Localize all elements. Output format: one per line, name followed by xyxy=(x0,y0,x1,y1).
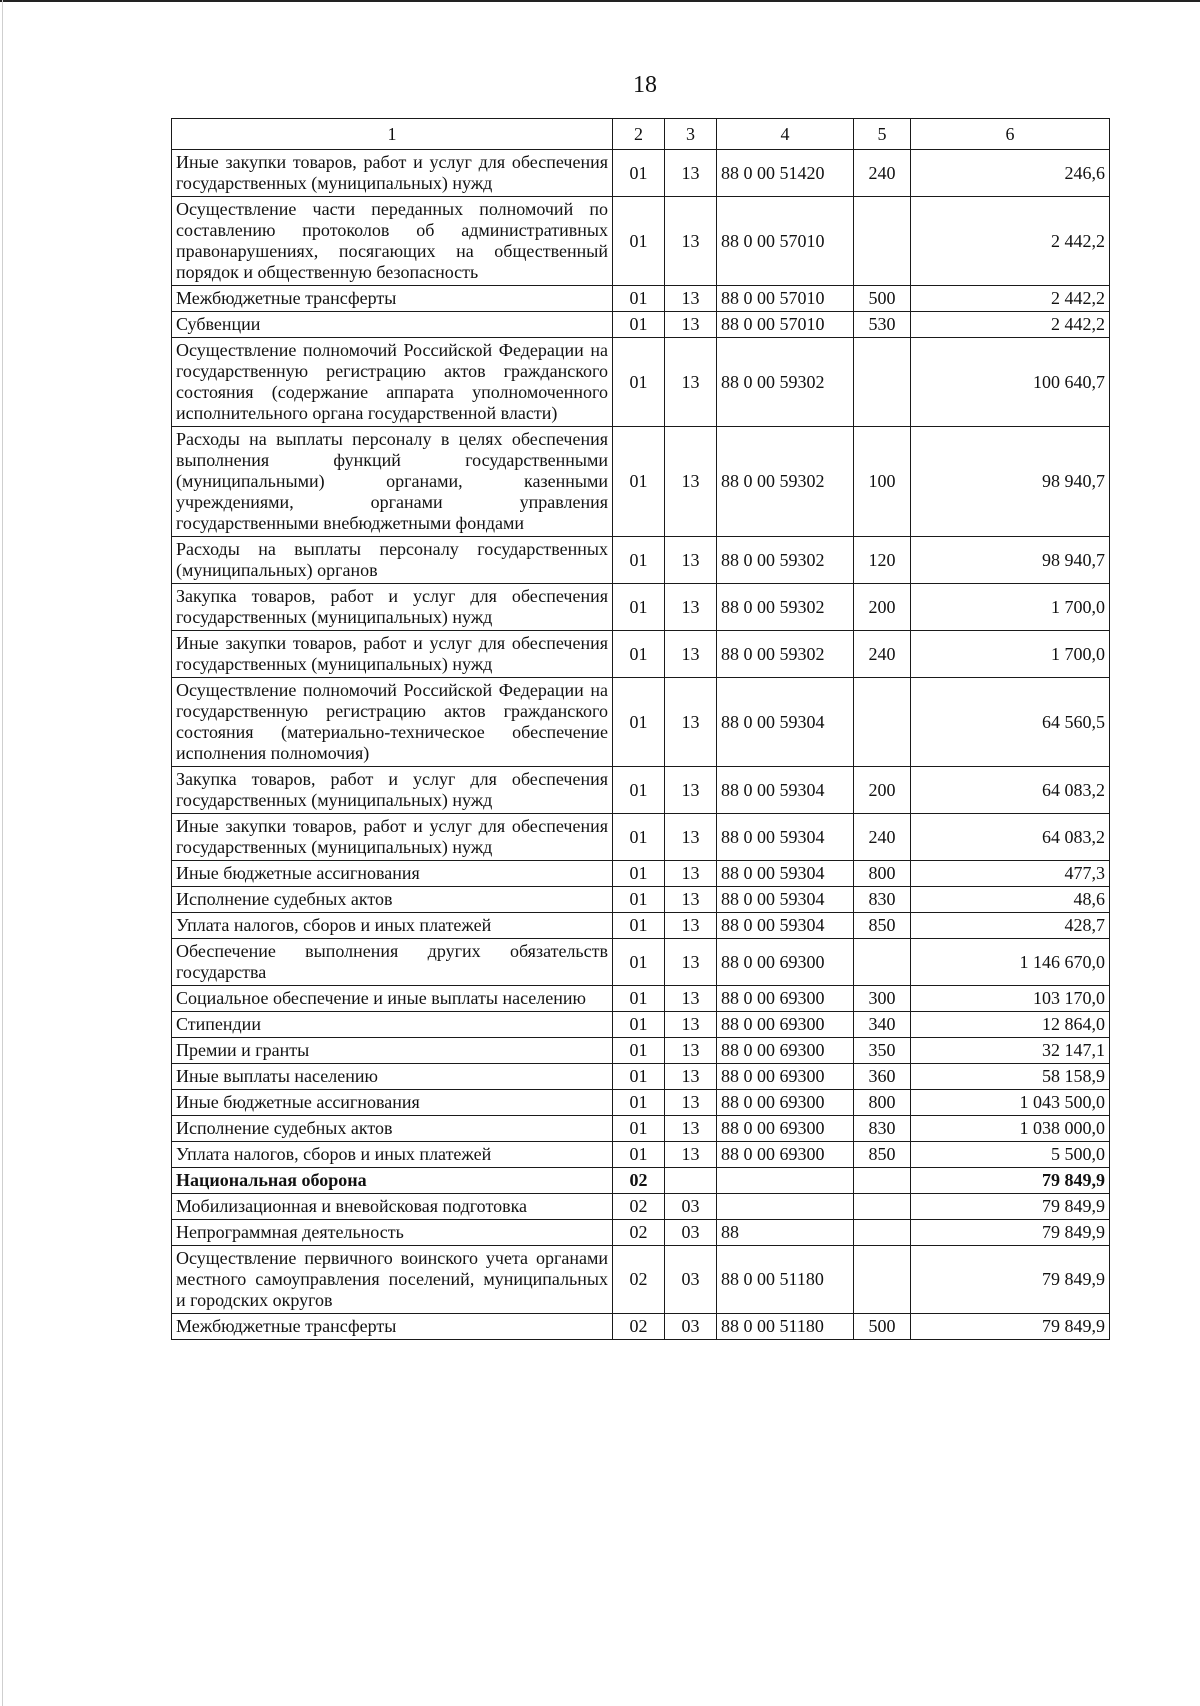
subsection-code-cell: 13 xyxy=(665,767,717,814)
budget-table xyxy=(171,118,1110,1340)
amount-cell: 2 442,2 xyxy=(911,197,1110,286)
amount-cell: 1 146 670,0 xyxy=(911,939,1110,986)
section-code-cell: 01 xyxy=(613,286,665,312)
expense-type-cell xyxy=(854,1246,911,1314)
target-article-cell: 88 0 00 69300 xyxy=(717,1142,854,1168)
subsection-code-cell: 13 xyxy=(665,1142,717,1168)
amount-cell: 2 442,2 xyxy=(911,286,1110,312)
table-row xyxy=(172,631,1110,678)
expense-type-cell: 830 xyxy=(854,1116,911,1142)
expense-type-cell: 850 xyxy=(854,1142,911,1168)
table-row xyxy=(172,1220,1110,1246)
header-col-6: 6 xyxy=(911,119,1110,150)
section-code-cell: 02 xyxy=(613,1168,665,1194)
expense-name-cell: Обеспечение выполнения других обязательств государства xyxy=(172,939,613,986)
amount-cell: 1 038 000,0 xyxy=(911,1116,1110,1142)
expense-name-cell: Непрограммная деятельность xyxy=(172,1220,613,1246)
target-article-cell: 88 0 00 69300 xyxy=(717,986,854,1012)
subsection-code-cell: 13 xyxy=(665,861,717,887)
expense-name-cell: Исполнение судебных актов xyxy=(172,887,613,913)
amount-cell: 12 864,0 xyxy=(911,1012,1110,1038)
expense-name-cell: Премии и гранты xyxy=(172,1038,613,1064)
section-code-cell: 01 xyxy=(613,427,665,537)
table-row xyxy=(172,1314,1110,1340)
section-code-cell: 02 xyxy=(613,1220,665,1246)
section-code-cell: 01 xyxy=(613,1012,665,1038)
expense-type-cell: 350 xyxy=(854,1038,911,1064)
table-row xyxy=(172,1194,1110,1220)
amount-cell: 98 940,7 xyxy=(911,537,1110,584)
section-code-cell: 01 xyxy=(613,986,665,1012)
expense-type-cell: 300 xyxy=(854,986,911,1012)
amount-cell: 64 560,5 xyxy=(911,678,1110,767)
expense-name-cell: Национальная оборона xyxy=(172,1168,613,1194)
expense-name-cell: Межбюджетные трансферты xyxy=(172,1314,613,1340)
header-col-3: 3 xyxy=(665,119,717,150)
subsection-code-cell: 13 xyxy=(665,584,717,631)
subsection-code-cell: 13 xyxy=(665,150,717,197)
amount-cell: 48,6 xyxy=(911,887,1110,913)
subsection-code-cell: 13 xyxy=(665,1116,717,1142)
table-row xyxy=(172,1142,1110,1168)
expense-type-cell: 530 xyxy=(854,312,911,338)
target-article-cell: 88 0 00 69300 xyxy=(717,939,854,986)
expense-name-cell: Иные закупки товаров, работ и услуг для обеспечения государственных (муниципальных) нужд xyxy=(172,814,613,861)
target-article-cell xyxy=(717,1194,854,1220)
target-article-cell xyxy=(717,1168,854,1194)
target-article-cell: 88 0 00 51180 xyxy=(717,1314,854,1340)
section-code-cell: 02 xyxy=(613,1314,665,1340)
target-article-cell: 88 0 00 69300 xyxy=(717,1038,854,1064)
expense-name-cell: Субвенции xyxy=(172,312,613,338)
target-article-cell: 88 0 00 51420 xyxy=(717,150,854,197)
target-article-cell: 88 0 00 69300 xyxy=(717,1090,854,1116)
section-code-cell: 01 xyxy=(613,150,665,197)
table-row xyxy=(172,150,1110,197)
table-row xyxy=(172,1064,1110,1090)
section-code-cell: 01 xyxy=(613,338,665,427)
section-code-cell: 01 xyxy=(613,913,665,939)
expense-name-cell: Иные закупки товаров, работ и услуг для обеспечения государственных (муниципальных) нужд xyxy=(172,631,613,678)
subsection-code-cell: 03 xyxy=(665,1194,717,1220)
expense-type-cell: 500 xyxy=(854,286,911,312)
table-row xyxy=(172,986,1110,1012)
table-row xyxy=(172,338,1110,427)
top-border-line xyxy=(0,0,1200,2)
target-article-cell: 88 0 00 59302 xyxy=(717,427,854,537)
subsection-code-cell: 13 xyxy=(665,537,717,584)
subsection-code-cell: 13 xyxy=(665,1090,717,1116)
target-article-cell: 88 0 00 57010 xyxy=(717,197,854,286)
subsection-code-cell: 13 xyxy=(665,1012,717,1038)
target-article-cell: 88 0 00 59304 xyxy=(717,767,854,814)
amount-cell: 79 849,9 xyxy=(911,1168,1110,1194)
amount-cell: 2 442,2 xyxy=(911,312,1110,338)
expense-type-cell: 200 xyxy=(854,767,911,814)
table-row xyxy=(172,1168,1110,1194)
expense-type-cell xyxy=(854,1194,911,1220)
table-row xyxy=(172,1116,1110,1142)
expense-name-cell: Расходы на выплаты персоналу государственных (муниципальных) органов xyxy=(172,537,613,584)
target-article-cell: 88 0 00 59304 xyxy=(717,678,854,767)
expense-name-cell: Иные закупки товаров, работ и услуг для обеспечения государственных (муниципальных) нужд xyxy=(172,150,613,197)
table-row xyxy=(172,584,1110,631)
table-row xyxy=(172,286,1110,312)
subsection-code-cell: 13 xyxy=(665,986,717,1012)
expense-name-cell: Осуществление первичного воинского учета органами местного самоуправления поселений, муниципальных и городских округов xyxy=(172,1246,613,1314)
amount-cell: 246,6 xyxy=(911,150,1110,197)
expense-name-cell: Осуществление полномочий Российской Федерации на государственную регистрацию актов гражданского состояния (материально-техническое обеспечение исполнения полномочия) xyxy=(172,678,613,767)
section-code-cell: 01 xyxy=(613,1038,665,1064)
expense-name-cell: Межбюджетные трансферты xyxy=(172,286,613,312)
subsection-code-cell: 13 xyxy=(665,197,717,286)
expense-type-cell xyxy=(854,197,911,286)
page-number: 18 xyxy=(633,72,657,98)
amount-cell: 1 700,0 xyxy=(911,631,1110,678)
header-col-1: 1 xyxy=(172,119,613,150)
amount-cell: 477,3 xyxy=(911,861,1110,887)
table-row xyxy=(172,939,1110,986)
expense-name-cell: Исполнение судебных актов xyxy=(172,1116,613,1142)
section-code-cell: 01 xyxy=(613,1116,665,1142)
table-row xyxy=(172,537,1110,584)
subsection-code-cell: 13 xyxy=(665,338,717,427)
amount-cell: 1 043 500,0 xyxy=(911,1090,1110,1116)
expense-type-cell: 850 xyxy=(854,913,911,939)
expense-name-cell: Закупка товаров, работ и услуг для обеспечения государственных (муниципальных) нужд xyxy=(172,584,613,631)
amount-cell: 79 849,9 xyxy=(911,1220,1110,1246)
subsection-code-cell: 03 xyxy=(665,1246,717,1314)
table-row xyxy=(172,861,1110,887)
table-row xyxy=(172,312,1110,338)
expense-name-cell: Иные выплаты населению xyxy=(172,1064,613,1090)
section-code-cell: 01 xyxy=(613,814,665,861)
expense-type-cell: 240 xyxy=(854,631,911,678)
section-code-cell: 01 xyxy=(613,1142,665,1168)
expense-name-cell: Расходы на выплаты персоналу в целях обеспечения выполнения функций государственными (муниципальными) органами, казенными учреждениями, органами управления государственными внебюджетными фондами xyxy=(172,427,613,537)
expense-type-cell: 340 xyxy=(854,1012,911,1038)
subsection-code-cell: 13 xyxy=(665,427,717,537)
expense-name-cell: Иные бюджетные ассигнования xyxy=(172,861,613,887)
section-code-cell: 01 xyxy=(613,197,665,286)
section-code-cell: 01 xyxy=(613,887,665,913)
expense-type-cell: 240 xyxy=(854,150,911,197)
section-code-cell: 02 xyxy=(613,1194,665,1220)
scan-edge-line xyxy=(2,0,3,1706)
subsection-code-cell: 13 xyxy=(665,286,717,312)
amount-cell: 98 940,7 xyxy=(911,427,1110,537)
target-article-cell: 88 0 00 69300 xyxy=(717,1012,854,1038)
subsection-code-cell: 13 xyxy=(665,814,717,861)
expense-name-cell: Мобилизационная и вневойсковая подготовка xyxy=(172,1194,613,1220)
expense-name-cell: Социальное обеспечение и иные выплаты населению xyxy=(172,986,613,1012)
target-article-cell: 88 0 00 59304 xyxy=(717,887,854,913)
expense-type-cell xyxy=(854,1220,911,1246)
target-article-cell: 88 xyxy=(717,1220,854,1246)
expense-type-cell: 800 xyxy=(854,1090,911,1116)
target-article-cell: 88 0 00 59302 xyxy=(717,631,854,678)
amount-cell: 100 640,7 xyxy=(911,338,1110,427)
expense-type-cell: 100 xyxy=(854,427,911,537)
target-article-cell: 88 0 00 69300 xyxy=(717,1064,854,1090)
amount-cell: 1 700,0 xyxy=(911,584,1110,631)
target-article-cell: 88 0 00 59304 xyxy=(717,913,854,939)
expense-name-cell: Уплата налогов, сборов и иных платежей xyxy=(172,913,613,939)
table-row xyxy=(172,814,1110,861)
section-code-cell: 01 xyxy=(613,631,665,678)
section-code-cell: 01 xyxy=(613,1090,665,1116)
amount-cell: 79 849,9 xyxy=(911,1314,1110,1340)
amount-cell: 79 849,9 xyxy=(911,1246,1110,1314)
target-article-cell: 88 0 00 59304 xyxy=(717,814,854,861)
table-row xyxy=(172,427,1110,537)
section-code-cell: 01 xyxy=(613,678,665,767)
subsection-code-cell xyxy=(665,1168,717,1194)
expense-type-cell: 500 xyxy=(854,1314,911,1340)
section-code-cell: 01 xyxy=(613,939,665,986)
expense-type-cell: 360 xyxy=(854,1064,911,1090)
section-code-cell: 02 xyxy=(613,1246,665,1314)
table-row xyxy=(172,678,1110,767)
expense-name-cell: Закупка товаров, работ и услуг для обеспечения государственных (муниципальных) нужд xyxy=(172,767,613,814)
expense-name-cell: Иные бюджетные ассигнования xyxy=(172,1090,613,1116)
target-article-cell: 88 0 00 57010 xyxy=(717,286,854,312)
expense-type-cell xyxy=(854,1168,911,1194)
section-code-cell: 01 xyxy=(613,537,665,584)
table-row xyxy=(172,197,1110,286)
target-article-cell: 88 0 00 59304 xyxy=(717,861,854,887)
expense-name-cell: Уплата налогов, сборов и иных платежей xyxy=(172,1142,613,1168)
amount-cell: 64 083,2 xyxy=(911,814,1110,861)
amount-cell: 32 147,1 xyxy=(911,1038,1110,1064)
subsection-code-cell: 13 xyxy=(665,678,717,767)
expense-name-cell: Стипендии xyxy=(172,1012,613,1038)
expense-type-cell: 120 xyxy=(854,537,911,584)
amount-cell: 79 849,9 xyxy=(911,1194,1110,1220)
expense-type-cell xyxy=(854,939,911,986)
subsection-code-cell: 13 xyxy=(665,939,717,986)
target-article-cell: 88 0 00 59302 xyxy=(717,338,854,427)
header-col-2: 2 xyxy=(613,119,665,150)
header-col-5: 5 xyxy=(854,119,911,150)
expense-type-cell xyxy=(854,678,911,767)
section-code-cell: 01 xyxy=(613,584,665,631)
table-row xyxy=(172,1038,1110,1064)
subsection-code-cell: 13 xyxy=(665,631,717,678)
section-code-cell: 01 xyxy=(613,767,665,814)
subsection-code-cell: 13 xyxy=(665,1064,717,1090)
expense-type-cell: 800 xyxy=(854,861,911,887)
target-article-cell: 88 0 00 59302 xyxy=(717,537,854,584)
table-row xyxy=(172,1246,1110,1314)
expense-type-cell: 200 xyxy=(854,584,911,631)
subsection-code-cell: 03 xyxy=(665,1220,717,1246)
subsection-code-cell: 13 xyxy=(665,1038,717,1064)
expense-name-cell: Осуществление полномочий Российской Федерации на государственную регистрацию актов гражданского состояния (содержание аппарата уполномоченного исполнительного органа государственной власти) xyxy=(172,338,613,427)
target-article-cell: 88 0 00 69300 xyxy=(717,1116,854,1142)
section-code-cell: 01 xyxy=(613,312,665,338)
target-article-cell: 88 0 00 57010 xyxy=(717,312,854,338)
amount-cell: 428,7 xyxy=(911,913,1110,939)
budget-table-body xyxy=(172,119,1110,1340)
header-col-4: 4 xyxy=(717,119,854,150)
target-article-cell: 88 0 00 59302 xyxy=(717,584,854,631)
expense-type-cell xyxy=(854,338,911,427)
expense-name-cell: Осуществление части переданных полномочий по составлению протоколов об административных правонарушениях, посягающих на общественный порядок и общественную безопасность xyxy=(172,197,613,286)
table-row xyxy=(172,913,1110,939)
section-code-cell: 01 xyxy=(613,861,665,887)
amount-cell: 58 158,9 xyxy=(911,1064,1110,1090)
table-row xyxy=(172,1090,1110,1116)
amount-cell: 64 083,2 xyxy=(911,767,1110,814)
table-row xyxy=(172,767,1110,814)
target-article-cell: 88 0 00 51180 xyxy=(717,1246,854,1314)
amount-cell: 103 170,0 xyxy=(911,986,1110,1012)
expense-type-cell: 240 xyxy=(854,814,911,861)
table-row xyxy=(172,887,1110,913)
expense-type-cell: 830 xyxy=(854,887,911,913)
table-header-row xyxy=(172,119,1110,150)
subsection-code-cell: 03 xyxy=(665,1314,717,1340)
subsection-code-cell: 13 xyxy=(665,887,717,913)
subsection-code-cell: 13 xyxy=(665,913,717,939)
table-row xyxy=(172,1012,1110,1038)
subsection-code-cell: 13 xyxy=(665,312,717,338)
amount-cell: 5 500,0 xyxy=(911,1142,1110,1168)
section-code-cell: 01 xyxy=(613,1064,665,1090)
